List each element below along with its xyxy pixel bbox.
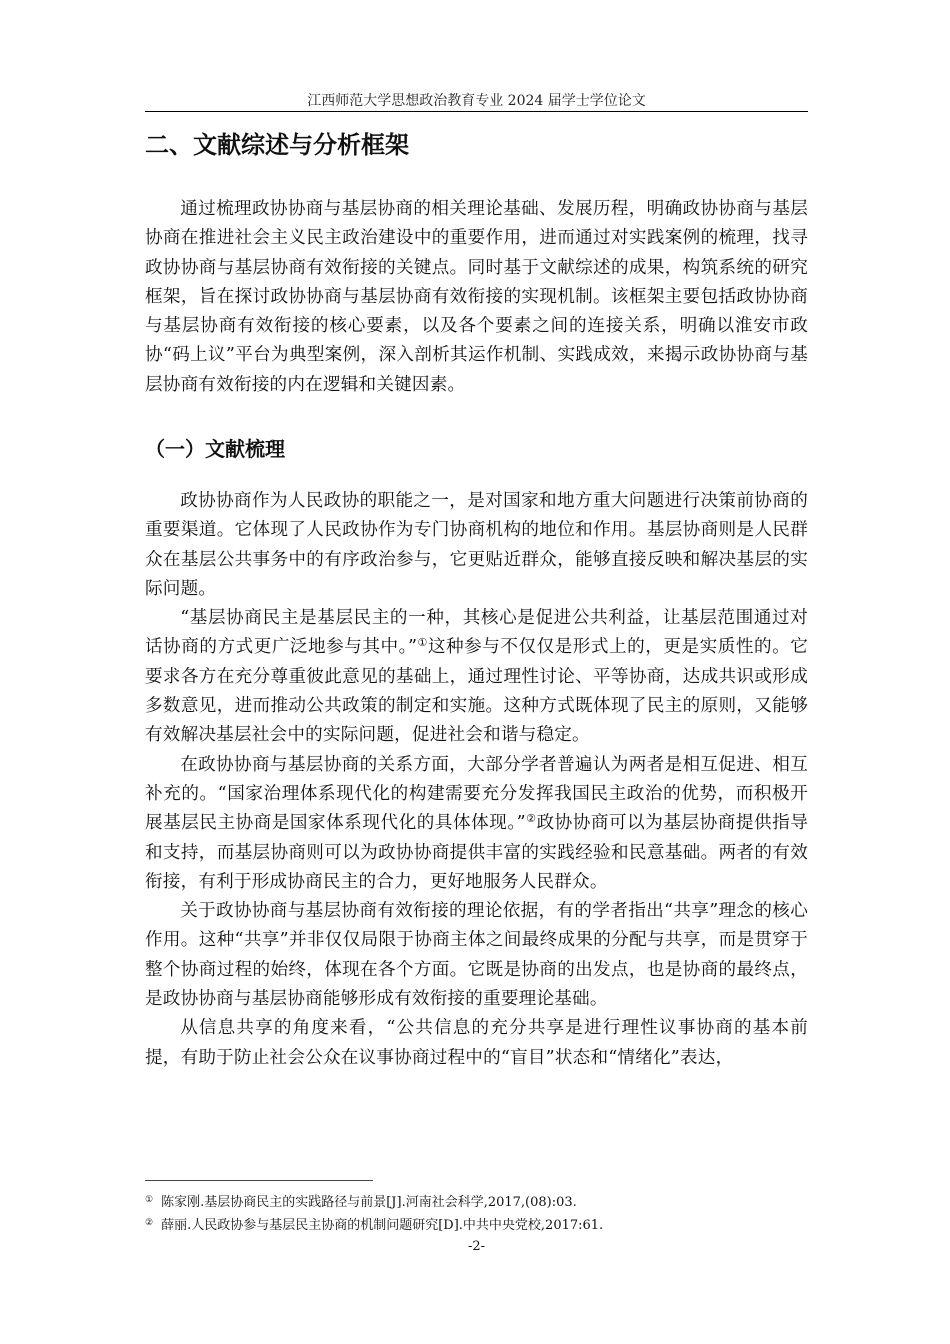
header-rule	[145, 111, 808, 112]
footnote-1	[145, 1190, 808, 1213]
paragraph-3-rest: 政协协商可以为基层协商提供指导和支持，而基层协商则可以为政协协商提供丰富的实践经验和民意基础。两者的有效衔接，有利于形成协商民主的合力，更好地服务人民群众。	[145, 813, 808, 892]
paragraph-2-quote: “基层协商民主是基层民主的一种，其核心是促进公共利益，让基层范围通过对话协商的方式更广泛地参与其中。”	[145, 608, 808, 658]
section-title: 二、文献综述与分析框架	[145, 131, 409, 159]
paragraph-2-rest: 这种参与不仅仅是形式上的，更是实质性的。它要求各方在充分尊重彼此意见的基础上，通过理性讨论、平等协商，达成共识或形成多数意见，进而推动公共政策的制定和实施。这种方式既体现了民主的原则，又能够有效解决基层社会中的实际问题，促进社会和谐与稳定。	[145, 637, 809, 746]
footnote-ref-1: ①	[417, 636, 428, 650]
footnote-2-mark: ②	[145, 1218, 154, 1228]
paragraph-3-quote: 在政协协商与基层协商的关系方面，大部分学者普遍认为两者是相互促进、相互补充的。“国家治理体系现代化的构建需要充分发挥我国民主政治的优势，而积极开展基层民主协商是国家体系现代化的具体体现。”	[145, 754, 808, 834]
footnote-2	[145, 1213, 808, 1236]
paragraph-2	[145, 604, 808, 750]
paragraph-4: 关于政协协商与基层协商有效衔接的理论依据，有的学者指出“共享”理念的核心作用。这种“共享”并非仅仅局限于协商主体之间最终成果的分配与共享，而是贯穿于整个协商过程的始终，体现在各个方面。它既是协商的出发点，也是协商的最终点，是政协协商与基层协商能够形成有效衔接的重要理论基础。	[145, 901, 808, 1010]
subsection-body	[145, 487, 808, 1073]
intro-paragraph: 通过梳理政协协商与基层协商的相关理论基础、发展历程，明确政协协商与基层协商在推进社会主义民主政治建设中的重要作用，进而通过对实践案例的梳理，找寻政协协商与基层协商有效衔接的关键点。同时基于文献综述的成果，构筑系统的研究框架，旨在探讨政协协商与基层协商有效衔接的实现机制。该框架主要包括政协协商与基层协商有效衔接的核心要素，以及各个要素之间的连接关系，明确以淮安市政协“码上议”平台为典型案例，深入剖析其运作机制、实践成效，来揭示政协协商与基层协商有效衔接的内在逻辑和关键因素。	[145, 199, 808, 395]
section-intro	[145, 195, 808, 400]
running-header: 江西师范大学思想政治教育专业 2024 届学士学位论文	[307, 93, 646, 109]
footnote-1-text: 陈家刚.基层协商民主的实践路径与前景[J].河南社会科学,2017,(08):03.	[161, 1195, 577, 1210]
footnote-rule	[145, 1180, 373, 1181]
footnote-2-text: 薛丽.人民政协参与基层民主协商的机制问题研究[D].中共中央党校,2017:61.	[161, 1218, 604, 1233]
footnote-1-mark: ①	[145, 1195, 154, 1205]
subsection-title: （一）文献梳理	[145, 437, 285, 461]
footnotes	[145, 1190, 808, 1236]
paragraph-3	[145, 751, 808, 897]
paragraph-1: 政协协商作为人民政协的职能之一，是对国家和地方重大问题进行决策前协商的重要渠道。它体现了人民政协作为专门协商机构的地位和作用。基层协商则是人民群众在基层公共事务中的有序政治参与，它更贴近群众，能够直接反映和解决基层的实际问题。	[145, 491, 808, 599]
page-number: -2-	[467, 1239, 486, 1254]
footnote-ref-2: ②	[525, 812, 537, 826]
paragraph-5: 从信息共享的角度来看，“公共信息的充分共享是进行理性议事协商的基本前提，有助于防止社会公众在议事协商过程中的“盲目”状态和“情绪化”表达，	[145, 1018, 808, 1068]
